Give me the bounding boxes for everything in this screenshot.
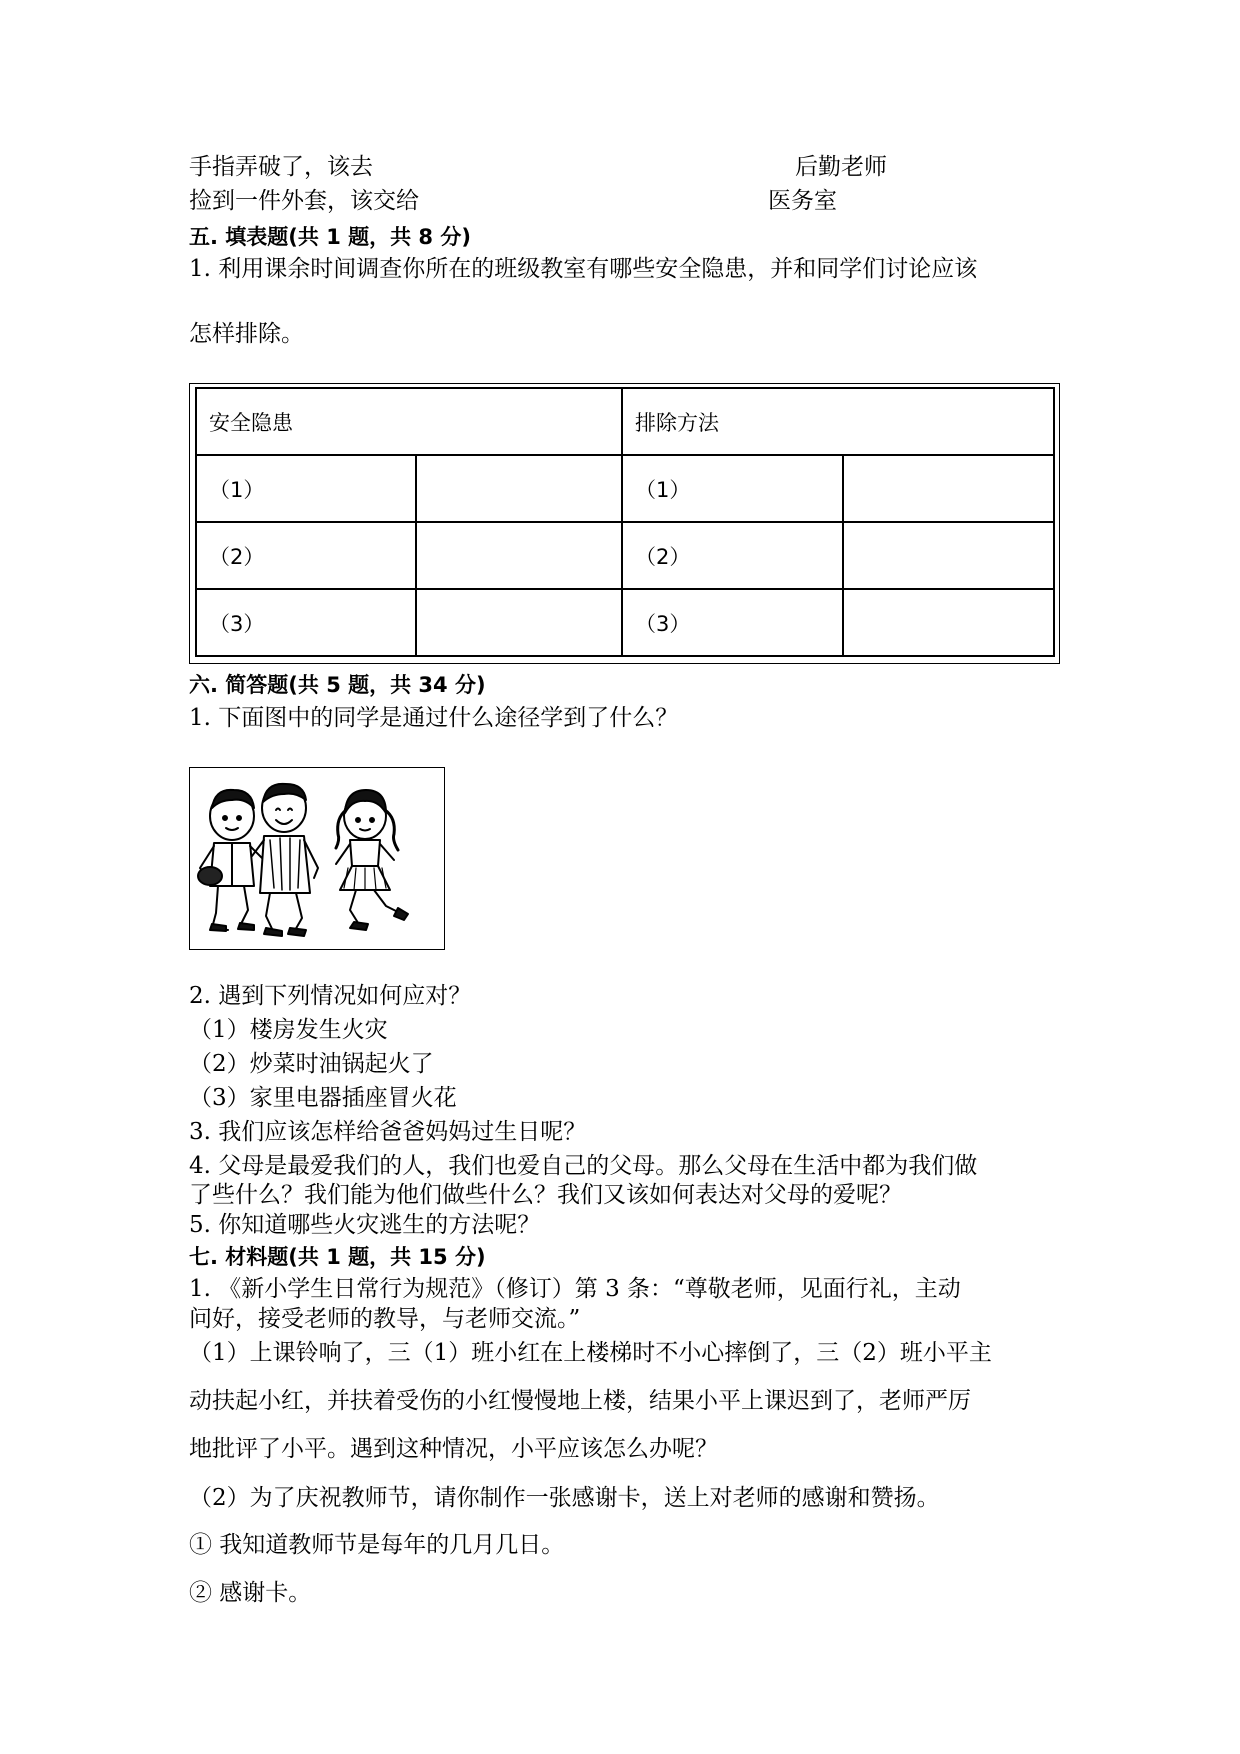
section5-q1-line1: 1. 利用课余时间调查你所在的班级教室有哪些安全隐患，并和同学们讨论应该 <box>189 256 978 282</box>
table-cell-method-blank[interactable] <box>843 522 1054 589</box>
section7-sub1: ① 我知道教师节是每年的几月几日。 <box>189 1532 565 1558</box>
matching-right-2: 医务室 <box>768 188 837 214</box>
header-removal-method: 排除方法 <box>622 388 1054 455</box>
table-cell-hazard-label: （1） <box>196 455 416 522</box>
section6-q2: 2. 遇到下列情况如何应对？ <box>189 983 472 1009</box>
table-cell-method-blank[interactable] <box>843 589 1054 656</box>
section6-q4-line1: 4. 父母是最爱我们的人，我们也爱自己的父母。那么父母在生活中都为我们做 <box>189 1153 978 1179</box>
section7-heading: 七. 材料题(共 1 题，共 15 分) <box>189 1245 486 1269</box>
table-cell-hazard-blank[interactable] <box>416 455 622 522</box>
table-header-row <box>196 388 1054 455</box>
section7-sub2: ② 感谢卡。 <box>189 1580 312 1606</box>
table-cell-method-blank[interactable] <box>843 455 1054 522</box>
section7-p1-line3: 地批评了小平。遇到这种情况，小平应该怎么办呢？ <box>189 1436 718 1462</box>
section5-heading: 五. 填表题(共 1 题，共 8 分) <box>189 225 471 249</box>
children-drawing <box>190 768 445 950</box>
table-cell-method-label: （3） <box>622 589 843 656</box>
section6-q5: 5. 你知道哪些火灾逃生的方法呢？ <box>189 1212 541 1238</box>
table-cell-hazard-blank[interactable] <box>416 522 622 589</box>
table-row <box>196 522 1054 589</box>
table-row <box>196 589 1054 656</box>
section6-q2-item-2: （2）炒菜时油锅起火了 <box>189 1051 434 1077</box>
section7-q1-line2: 问好，接受老师的教导，与老师交流。” <box>189 1306 581 1332</box>
section6-q2-item-1: （1）楼房发生火灾 <box>189 1017 388 1043</box>
matching-left-1: 手指弄破了，该去 <box>189 154 373 180</box>
hazard-table <box>195 387 1055 657</box>
children-illustration <box>189 767 445 950</box>
section7-q1-line1: 1. 《新小学生日常行为规范》（修订）第 3 条：“尊敬老师，见面行礼，主动 <box>189 1276 961 1302</box>
section5-q1-line2: 怎样排除。 <box>189 321 304 347</box>
section6-q2-item-3: （3）家里电器插座冒火花 <box>189 1085 457 1111</box>
header-safety-hazard: 安全隐患 <box>196 388 622 455</box>
matching-left-2: 捡到一件外套，该交给 <box>189 188 419 214</box>
section7-p1-line1: （1）上课铃响了，三（1）班小红在上楼梯时不小心摔倒了，三（2）班小平主 <box>189 1340 992 1366</box>
section6-q1: 1. 下面图中的同学是通过什么途径学到了什么？ <box>189 705 679 731</box>
matching-right-1: 后勤老师 <box>795 154 887 180</box>
section6-q3: 3. 我们应该怎样给爸爸妈妈过生日呢？ <box>189 1119 587 1145</box>
table-row <box>196 455 1054 522</box>
section7-p1-line2: 动扶起小红，并扶着受伤的小红慢慢地上楼，结果小平上课迟到了，老师严厉 <box>189 1388 971 1414</box>
table-cell-method-label: （1） <box>622 455 843 522</box>
table-cell-method-label: （2） <box>622 522 843 589</box>
section6-heading: 六. 简答题(共 5 题，共 34 分) <box>189 673 486 697</box>
table-cell-hazard-label: （2） <box>196 522 416 589</box>
section6-q4-line2: 了些什么？我们能为他们做些什么？我们又该如何表达对父母的爱呢？ <box>189 1182 902 1208</box>
table-cell-hazard-blank[interactable] <box>416 589 622 656</box>
table-cell-hazard-label: （3） <box>196 589 416 656</box>
section7-p2: （2）为了庆祝教师节，请你制作一张感谢卡，送上对老师的感谢和赞扬。 <box>189 1485 940 1511</box>
